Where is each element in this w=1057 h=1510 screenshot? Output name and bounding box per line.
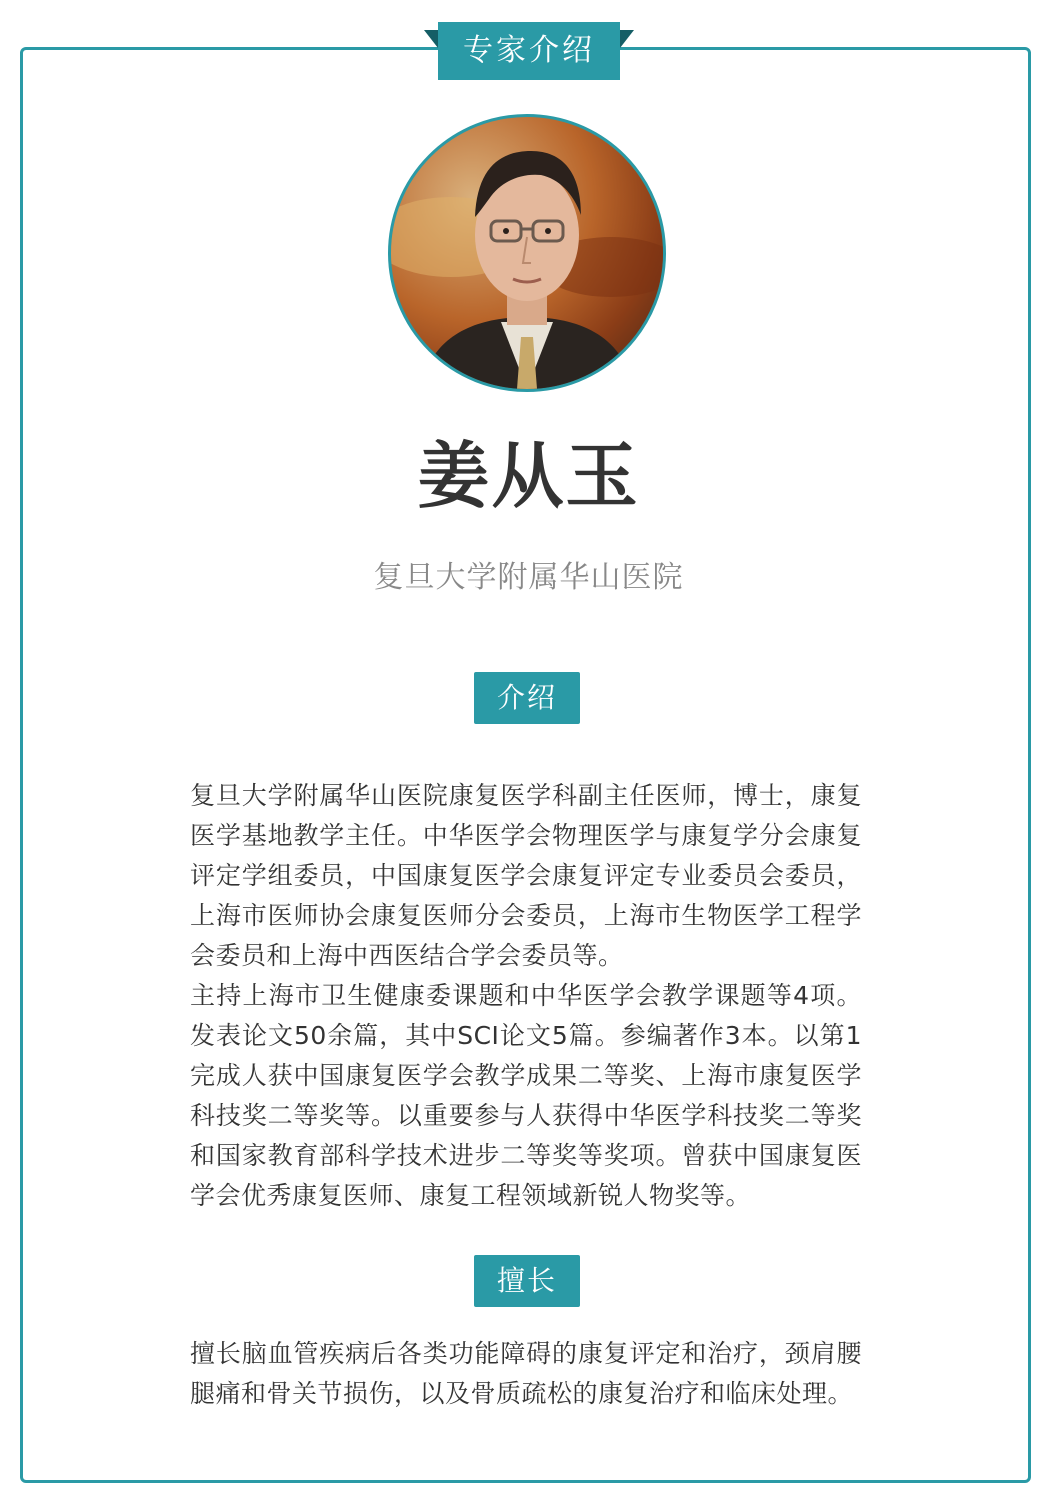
ribbon-title: 专家介绍 (438, 22, 620, 80)
expert-name: 姜从玉 (417, 433, 640, 518)
header-ribbon (424, 22, 634, 80)
skill-section-badge: 擅长 (474, 1255, 580, 1307)
expert-portrait (388, 114, 666, 392)
intro-paragraph: 复旦大学附属华山医院康复医学科副主任医师，博士，康复医学基地教学主任。中华医学会物理医学与康复学分会康复评定学组委员，中国康复医学会康复评定专业委员会委员，上海市医师协会康复医师分会委员，上海市生物医学工程学会委员和上海中西医结合学会委员等。 主持上海市卫生健康委课题和中华医学会教学课题等4项。发表论文50余篇，其中SCI论文5篇。参编著作3本。以第1完成人获中国康复医学会教学成果二等奖、上海市康复医学科技奖二等奖等。以重要参与人获得中华医学科技奖二等奖和国家教育部科学技术进步二等奖等奖项。曾获中国康复医学会优秀康复医师、康复工程领域新锐人物奖等。 (190, 781, 862, 1210)
ribbon-tail-left (424, 30, 438, 48)
skill-paragraph: 擅长脑血管疾病后各类功能障碍的康复评定和治疗，颈肩腰腿痛和骨关节损伤，以及骨质疏松的康复治疗和临床处理。 (190, 1339, 862, 1408)
expert-affiliation: 复旦大学附属华山医院 (373, 560, 684, 595)
intro-section-badge: 介绍 (474, 672, 580, 724)
ribbon-tail-right (620, 30, 634, 48)
person-portrait-icon (391, 117, 663, 389)
